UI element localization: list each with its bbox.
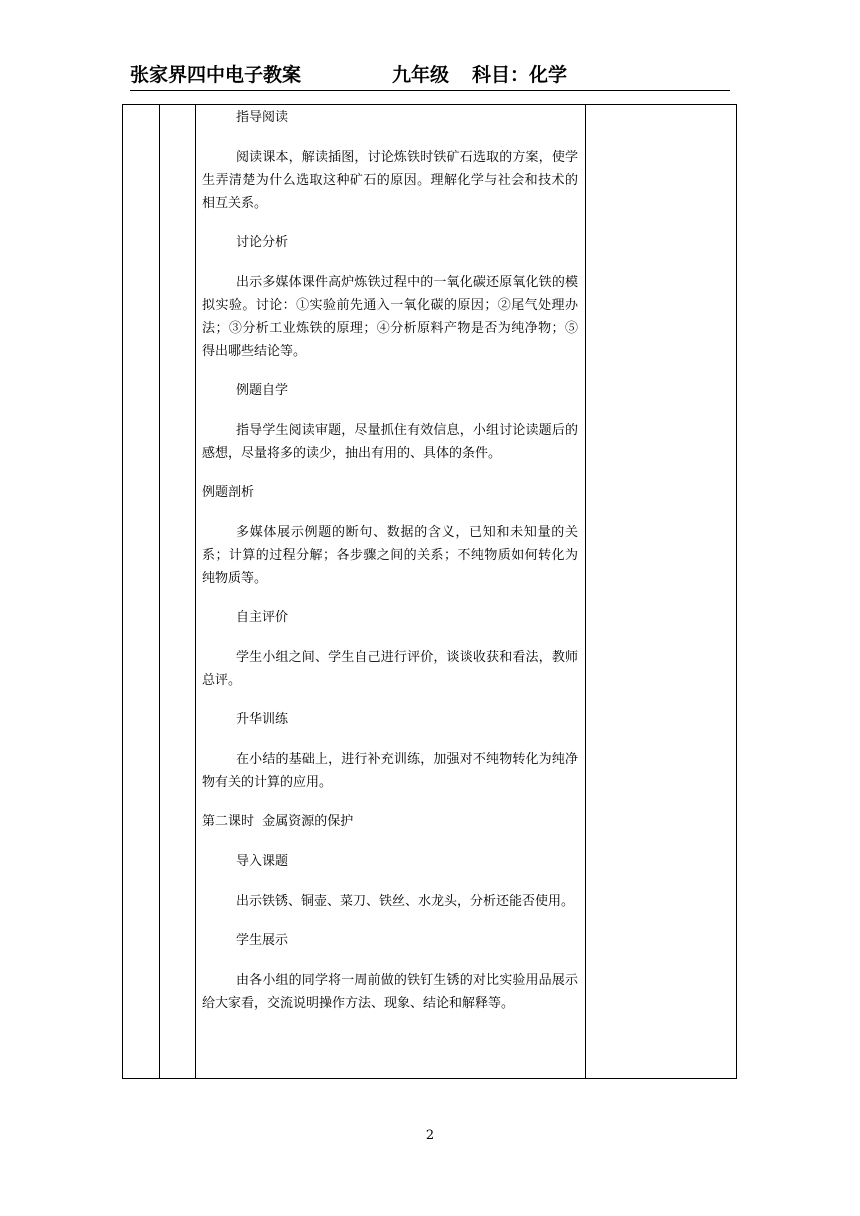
column-divider-3 (585, 105, 586, 1078)
section-heading-self-evaluation: 自主评价 (236, 610, 289, 625)
subject-label: 科目：化学 (472, 64, 568, 86)
column-divider-1 (159, 105, 160, 1078)
section-heading-introduction: 导入课题 (236, 854, 289, 869)
section-heading-student-showcase: 学生展示 (236, 933, 289, 948)
paragraph-self-evaluation: 学生小组之间、学生自己进行评价，谈谈收获和看法，教师总评。 (202, 650, 578, 688)
header-rule (130, 90, 730, 91)
section-heading-discussion: 讨论分析 (236, 235, 289, 250)
section-heading-reading-guide: 指导阅读 (236, 110, 289, 125)
section-heading-training: 升华训练 (236, 712, 289, 727)
page-number: 2 (425, 1128, 435, 1143)
section-heading-example-self-study: 例题自学 (236, 383, 289, 398)
lesson-two-title: 第二课时 金属资源的保护 (202, 814, 354, 829)
paragraph-training: 在小结的基础上，进行补充训练，加强对不纯物转化为纯净物有关的计算的应用。 (202, 752, 578, 790)
school-title: 张家界四中电子教案 (130, 64, 302, 86)
paragraph-student-showcase: 由各小组的同学将一周前做的铁钉生锈的对比实验用品展示给大家看，交流说明操作方法、现象、结论和解释等。 (202, 973, 578, 1011)
grade-label: 九年级 (392, 64, 450, 86)
paragraph-example-analysis: 多媒体展示例题的断句、数据的含义，已知和未知量的关系；计算的过程分解；各步骤之间的关系；不纯物质如何转化为纯物质等。 (202, 525, 578, 586)
paragraph-reading-guide: 阅读课本，解读插图，讨论炼铁时铁矿石选取的方案，使学生弄清楚为什么选取这种矿石的原因。理解化学与社会和技术的相互关系。 (202, 150, 578, 211)
paragraph-discussion: 出示多媒体课件高炉炼铁过程中的一氧化碳还原氧化铁的模拟实验。讨论：①实验前先通入一氧化碳的原因；②尾气处理办法；③分析工业炼铁的原理；④分析原料产物是否为纯净物；⑤得出哪些结论等。 (202, 275, 578, 359)
page-header (130, 60, 730, 90)
paragraph-example-self-study: 指导学生阅读审题，尽量抓住有效信息，小组讨论读题后的感想，尽量将多的读少，抽出有用的、具体的条件。 (202, 423, 578, 461)
paragraph-introduction: 出示铁锈、铜壶、菜刀、铁丝、水龙头，分析还能否使用。 (236, 894, 575, 909)
lesson-content (202, 106, 578, 1031)
section-heading-example-analysis: 例题剖析 (202, 485, 255, 500)
column-divider-2 (195, 105, 196, 1078)
